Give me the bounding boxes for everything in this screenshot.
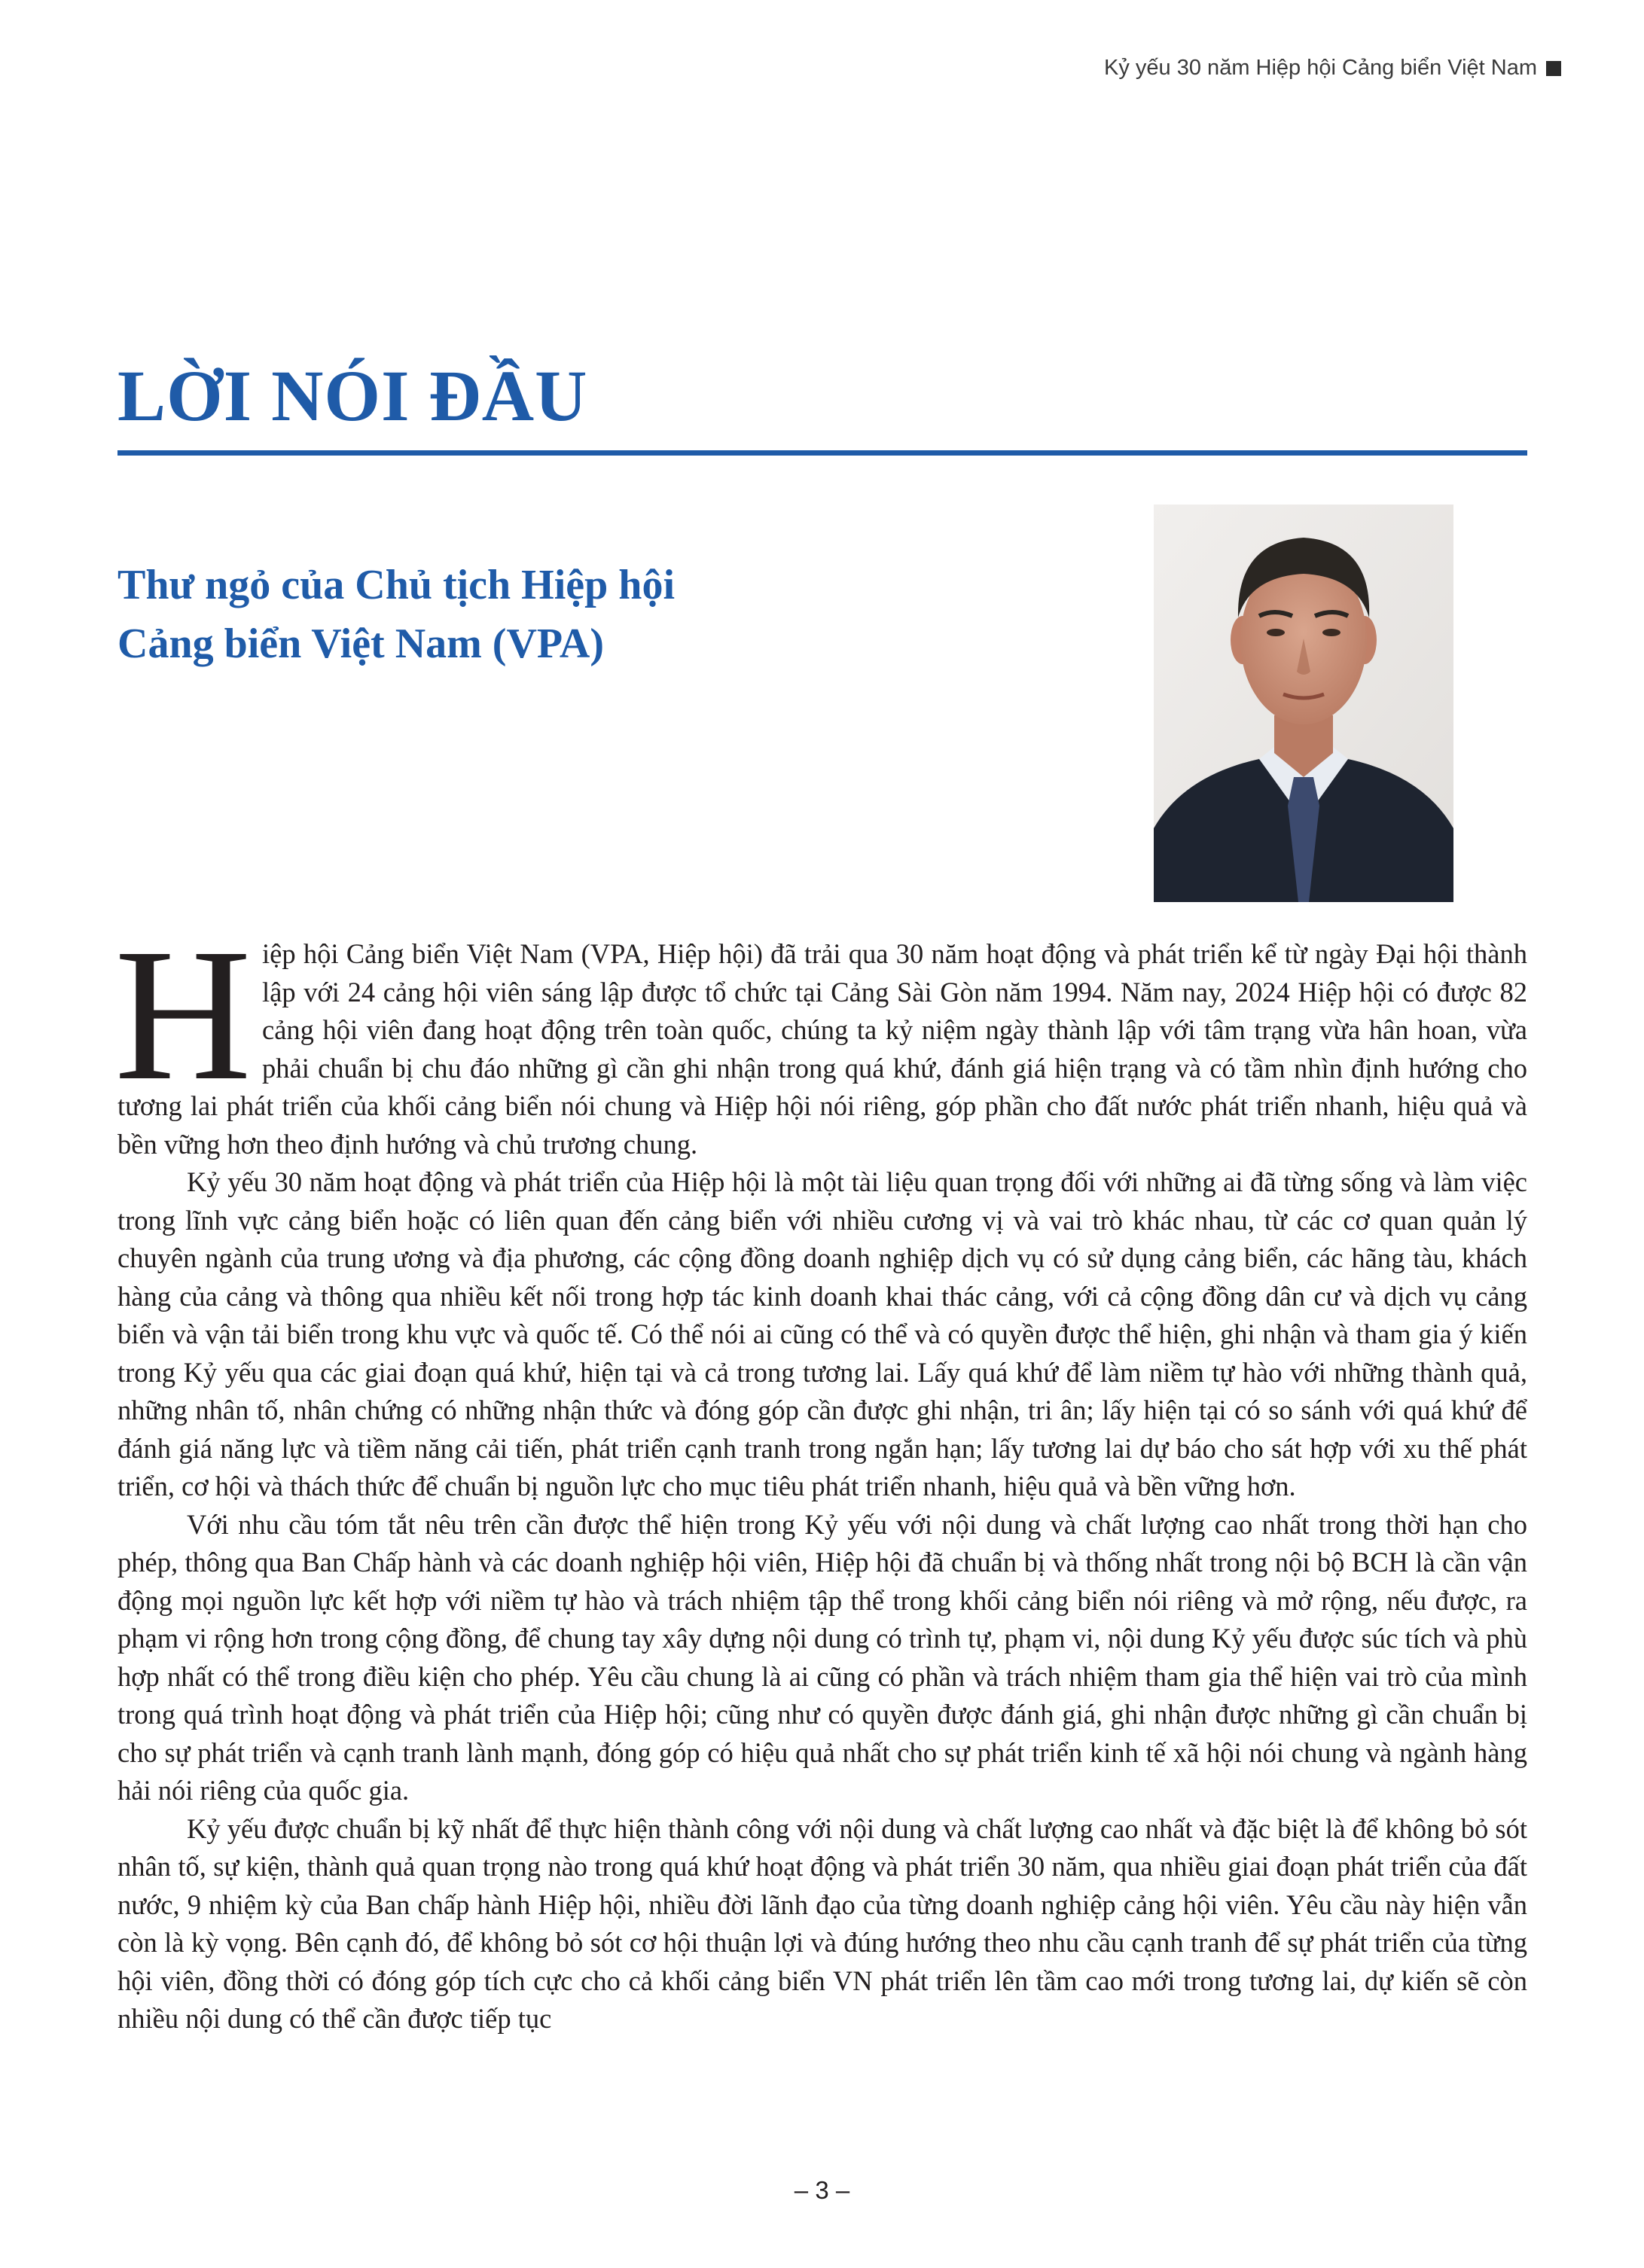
paragraph-2: Kỷ yếu 30 năm hoạt động và phát triển của Hiệp hội là một tài liệu quan trọng đối với những ai đã từng sống và làm việc trong lĩnh vực cảng biển hoặc có liên quan đến cảng biển với nhiều cương vị và vai trò khác nhau, từ các cơ quan quản lý chuyên ngành của trung ương và địa phương, các cộng đồng doanh nghiệp dịch vụ có sử dụng cảng biển, các hãng tàu, khách hàng của cảng và thông qua nhiều kết nối trong hợp tác kinh doanh khai thác cảng, với cả cộng đồng dân cư và dịch vụ cảng biển và vận tải biển trong khu vực và quốc tế. Có thể nói ai cũng có thể và có quyền được thể hiện, ghi nhận và tham gia ý kiến trong Kỷ yếu qua các giai đoạn quá khứ, hiện tại và cả trong tương lai. Lấy quá khứ để làm niềm tự hào với những thành quả, những nhân tố, nhân chứng có những nhận thức và đóng góp cần được ghi nhận, tri ân; lấy hiện tại có so sánh với quá khứ để đánh giá năng lực và tiềm năng cải tiến, phát triển cạnh tranh trong ngắn hạn; lấy tương lai dự báo cho sát hợp với xu thế phát triển, cơ hội và thách thức để chuẩn bị nguồn lực cho mục tiêu phát triển nhanh, hiệu quả và bền vững hơn. — [117, 1166, 1527, 1501]
drop-cap: H — [114, 909, 252, 1120]
letter-subtitle — [117, 556, 1059, 673]
running-header — [1104, 56, 1561, 81]
subtitle-line-1: Thư ngỏ của Chủ tịch Hiệp hội — [117, 562, 676, 608]
chapter-title: LỜI NÓI ĐẦU — [117, 355, 588, 436]
chairman-portrait — [1154, 505, 1453, 902]
running-header-title: Kỷ yếu 30 năm Hiệp hội Cảng biển Việt Nam — [1104, 56, 1537, 80]
letter-body — [114, 909, 1527, 2038]
header-square-icon — [1546, 61, 1561, 76]
paragraph-3: Với nhu cầu tóm tắt nêu trên cần được thể hiện trong Kỷ yếu với nội dung và chất lượng cao nhất trong thời hạn cho phép, thông qua Ban Chấp hành và các doanh nghiệp hội viên, Hiệp hội đã chuẩn bị và thống nhất trong nội bộ BCH là cần vận động mọi nguồn lực kết hợp với niềm tự hào và trách nhiệm tập thể trong khối cảng biển nói riêng và mở rộng, nếu được, ra phạm vi rộng hơn trong cộng đồng, để chung tay xây dựng nội dung có trình tự, phạm vi, nội dung Kỷ yếu được súc tích và phù hợp nhất có thể trong điều kiện cho phép. Yêu cầu chung là ai cũng có phần và trách nhiệm tham gia thể hiện vai trò của mình trong quá trình hoạt động và phát triển của Hiệp hội; cũng như có quyền được đánh giá, ghi nhận được những gì cần chuẩn bị cho sự phát triển và cạnh tranh lành mạnh, đóng góp có hiệu quả nhất cho sự phát triển kinh tế xã hội nói chung và ngành hàng hải nói riêng của quốc gia. — [117, 1508, 1527, 1806]
portrait-photo-icon — [1154, 505, 1453, 902]
page-number: – 3 – — [794, 2176, 850, 2204]
paragraph-1-text: iệp hội Cảng biển Việt Nam (VPA, Hiệp hội) đã trải qua 30 năm hoạt động và phát triển kể từ ngày Đại hội thành lập với 24 cảng hội viên sáng lập được tổ chức tại Cảng Sài Gòn năm 1994. Năm nay, 2024 Hiệp hội có được 82 cảng hội viên đang hoạt động trên toàn quốc, chúng ta kỷ niệm ngày thành lập với tâm trạng vừa hân hoan, vừa phải chuẩn bị chu đáo những gì cần ghi nhận trong quá khứ, đánh giá hiện trạng và có tầm nhìn định hướng cho tương lai phát triển của khối cảng biển nói chung và Hiệp hội nói riêng, góp phần cho đất nước phát triển nhanh, hiệu quả và bền vững hơn theo định hướng và chủ trương chung. — [117, 938, 1527, 1160]
subtitle-line-2: Cảng biển Việt Nam (VPA) — [117, 620, 605, 667]
paragraph-4: Kỷ yếu được chuẩn bị kỹ nhất để thực hiện thành công với nội dung và chất lượng cao nhất và đặc biệt là để không bỏ sót nhân tố, sự kiện, thành quả quan trọng nào trong quá khứ hoạt động và phát triển 30 năm, qua nhiều giai đoạn phát triển của đất nước, 9 nhiệm kỳ của Ban chấp hành Hiệp hội, nhiều đời lãnh đạo của từng doanh nghiệp cảng hội viên. Yêu cầu này hiện vẫn còn là kỳ vọng. Bên cạnh đó, để không bỏ sót cơ hội thuận lợi và đúng hướng theo nhu cầu cạnh tranh để sự phát triển của từng hội viên, đồng thời có đóng góp tích cực cho cả khối cảng biển VN phát triển lên tầm cao mới trong tương lai, dự kiến sẽ còn nhiều nội dung có thể cần được tiếp tục — [117, 1812, 1527, 2034]
paragraph-1 — [114, 909, 1527, 1163]
title-divider — [117, 450, 1527, 456]
